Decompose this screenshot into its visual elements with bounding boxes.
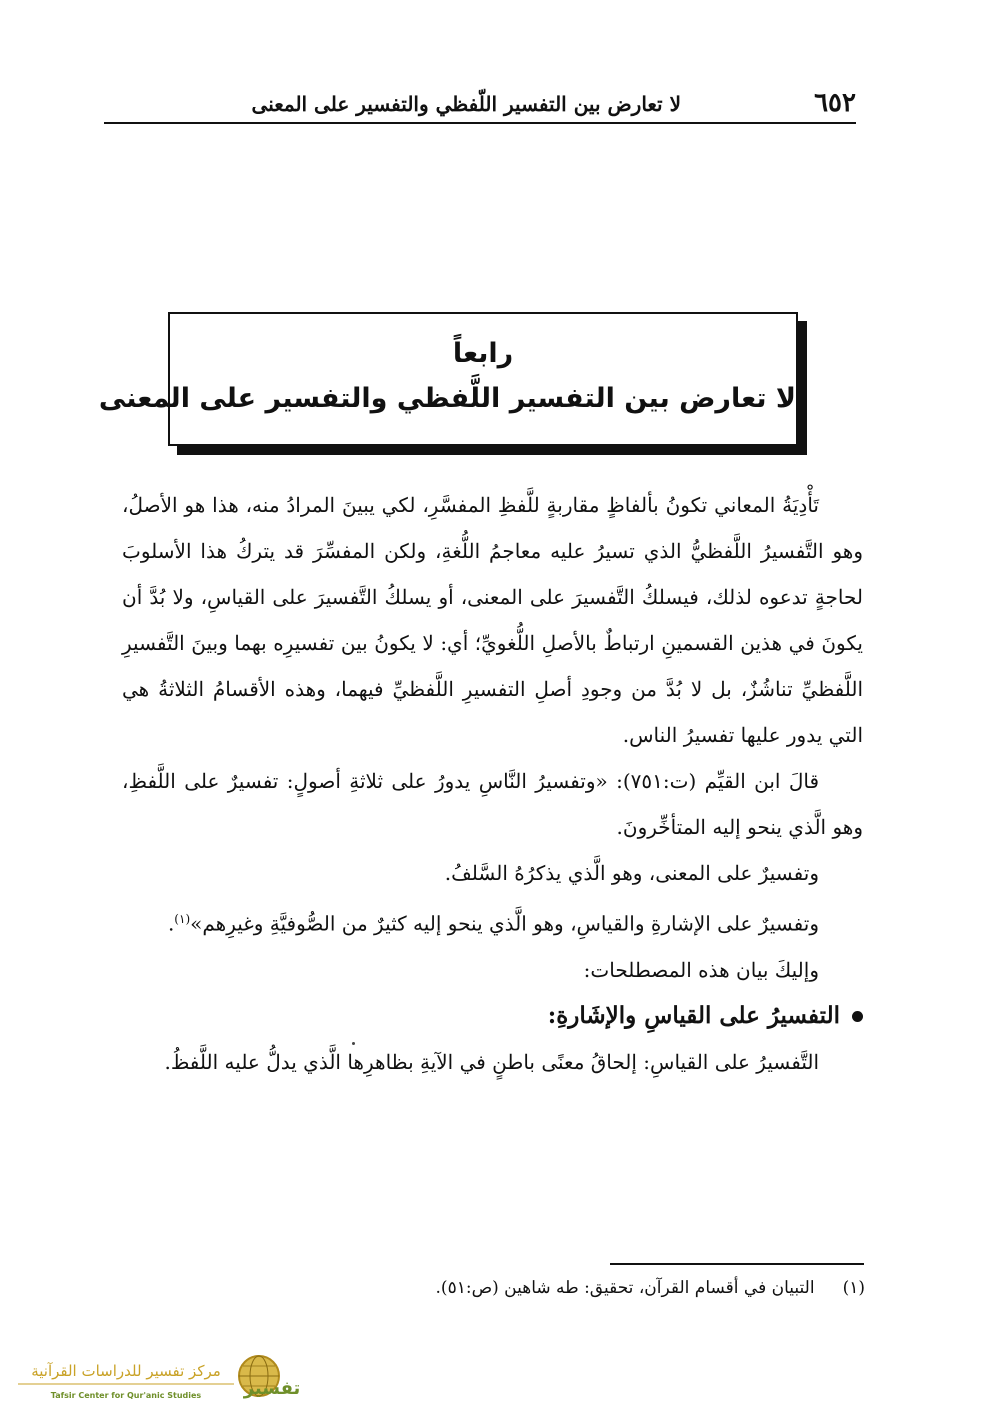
footnote-reference: (١)	[174, 912, 191, 926]
subheading	[122, 993, 863, 1039]
paragraph-quote-start: قالَ ابن القيِّم (ت:٧٥١): «وتفسيرُ النَّاسِ يدورُ على ثلاثةِ أصولٍ: تفسيرٌ على اللَّفظِ، وهو الَّذي ينحو إليه المتأخِّرونَ.	[122, 769, 863, 839]
footnote-text: التبيان في أقسام القرآن، تحقيق: طه شاهين (ص:٥١).	[435, 1278, 815, 1298]
running-title: لا تعارض بين التفسير اللّفظي والتفسير على المعنى	[251, 92, 681, 116]
logo-english-name: Tafsir Center for Qur'anic Studies	[50, 1391, 202, 1400]
footnote-number: (١)	[842, 1278, 865, 1298]
scan-speck	[352, 1042, 355, 1045]
paragraph-quote-end	[122, 896, 863, 947]
tafsir-center-logo	[14, 1352, 301, 1408]
quote-end-text: وتفسيرٌ على الإشارةِ والقياسِ، وهو الَّذي ينحو إليه كثيرٌ من الصُّوفيَّةِ وغيرِهم»	[190, 911, 819, 936]
subheading-text: التفسيرُ على القياسِ والإشَارةِ:	[547, 1001, 840, 1029]
section-title-box	[98, 312, 798, 446]
quote-end-period: .	[167, 911, 175, 936]
page-number: ٦٥٢	[814, 88, 856, 118]
footnote	[436, 1278, 865, 1298]
body-text	[122, 482, 863, 1085]
section-title: لا تعارض بين التفسير اللَّفظي والتفسير على المعنى	[98, 383, 796, 414]
paragraph-intro: تَأْدِيَةُ المعاني تكونُ بألفاظٍ مقاربةٍ للَّفظِ المفسَّرِ، لكي يبينَ المرادُ منه، هذا هو الأصلُ، وهو التَّفسيرُ اللَّفظيُّ الذي تسيرُ عليه معاجمُ اللُّغةِ، ولكن المفسِّرَ قد يتركُ هذا الأسلوبَ لحاجةٍ تدعوه لذلك، فيسلكُ التَّفسيرَ على المعنى، أو يسلكُ التَّفسيرَ على القياسِ، ولا بُدَّ أن يكونَ في هذين القسمينِ ارتباطٌ بالأصلِ اللُّغويِّ؛ أي: لا يكونُ بين تفسيرِه بهما وبينَ التَّفسيرِ اللَّفظيِّ تناشُزٌ، بل لا بُدَّ من وجودِ أصلِ التفسيرِ اللَّفظيِّ فيهما، وهذه الأقسامُ الثلاثةُ هي التي يدور عليها تفسيرُ الناس.	[122, 493, 863, 747]
running-header	[104, 88, 856, 124]
section-number: رابعاً	[452, 338, 514, 369]
paragraph-terms-intro: وإليكَ بيان هذه المصطلحات:	[583, 957, 819, 982]
footnote-separator	[610, 1263, 864, 1265]
logo-wordmark: تفسير	[243, 1378, 301, 1399]
logo-arabic-name: مركز تفسير للدراسات القرآنية	[31, 1362, 221, 1380]
paragraph-quote-meaning: وتفسيرٌ على المعنى، وهو الَّذي يذكرُهُ السَّلفُ.	[444, 861, 819, 885]
paragraph-definition: التَّفسيرُ على القياسِ: إلحاقُ معنًى باطنٍ في الآيةِ بظاهرِها الَّذي يدلُّ عليه اللَّفظُ.	[164, 1049, 819, 1074]
bullet-icon	[852, 1011, 863, 1022]
